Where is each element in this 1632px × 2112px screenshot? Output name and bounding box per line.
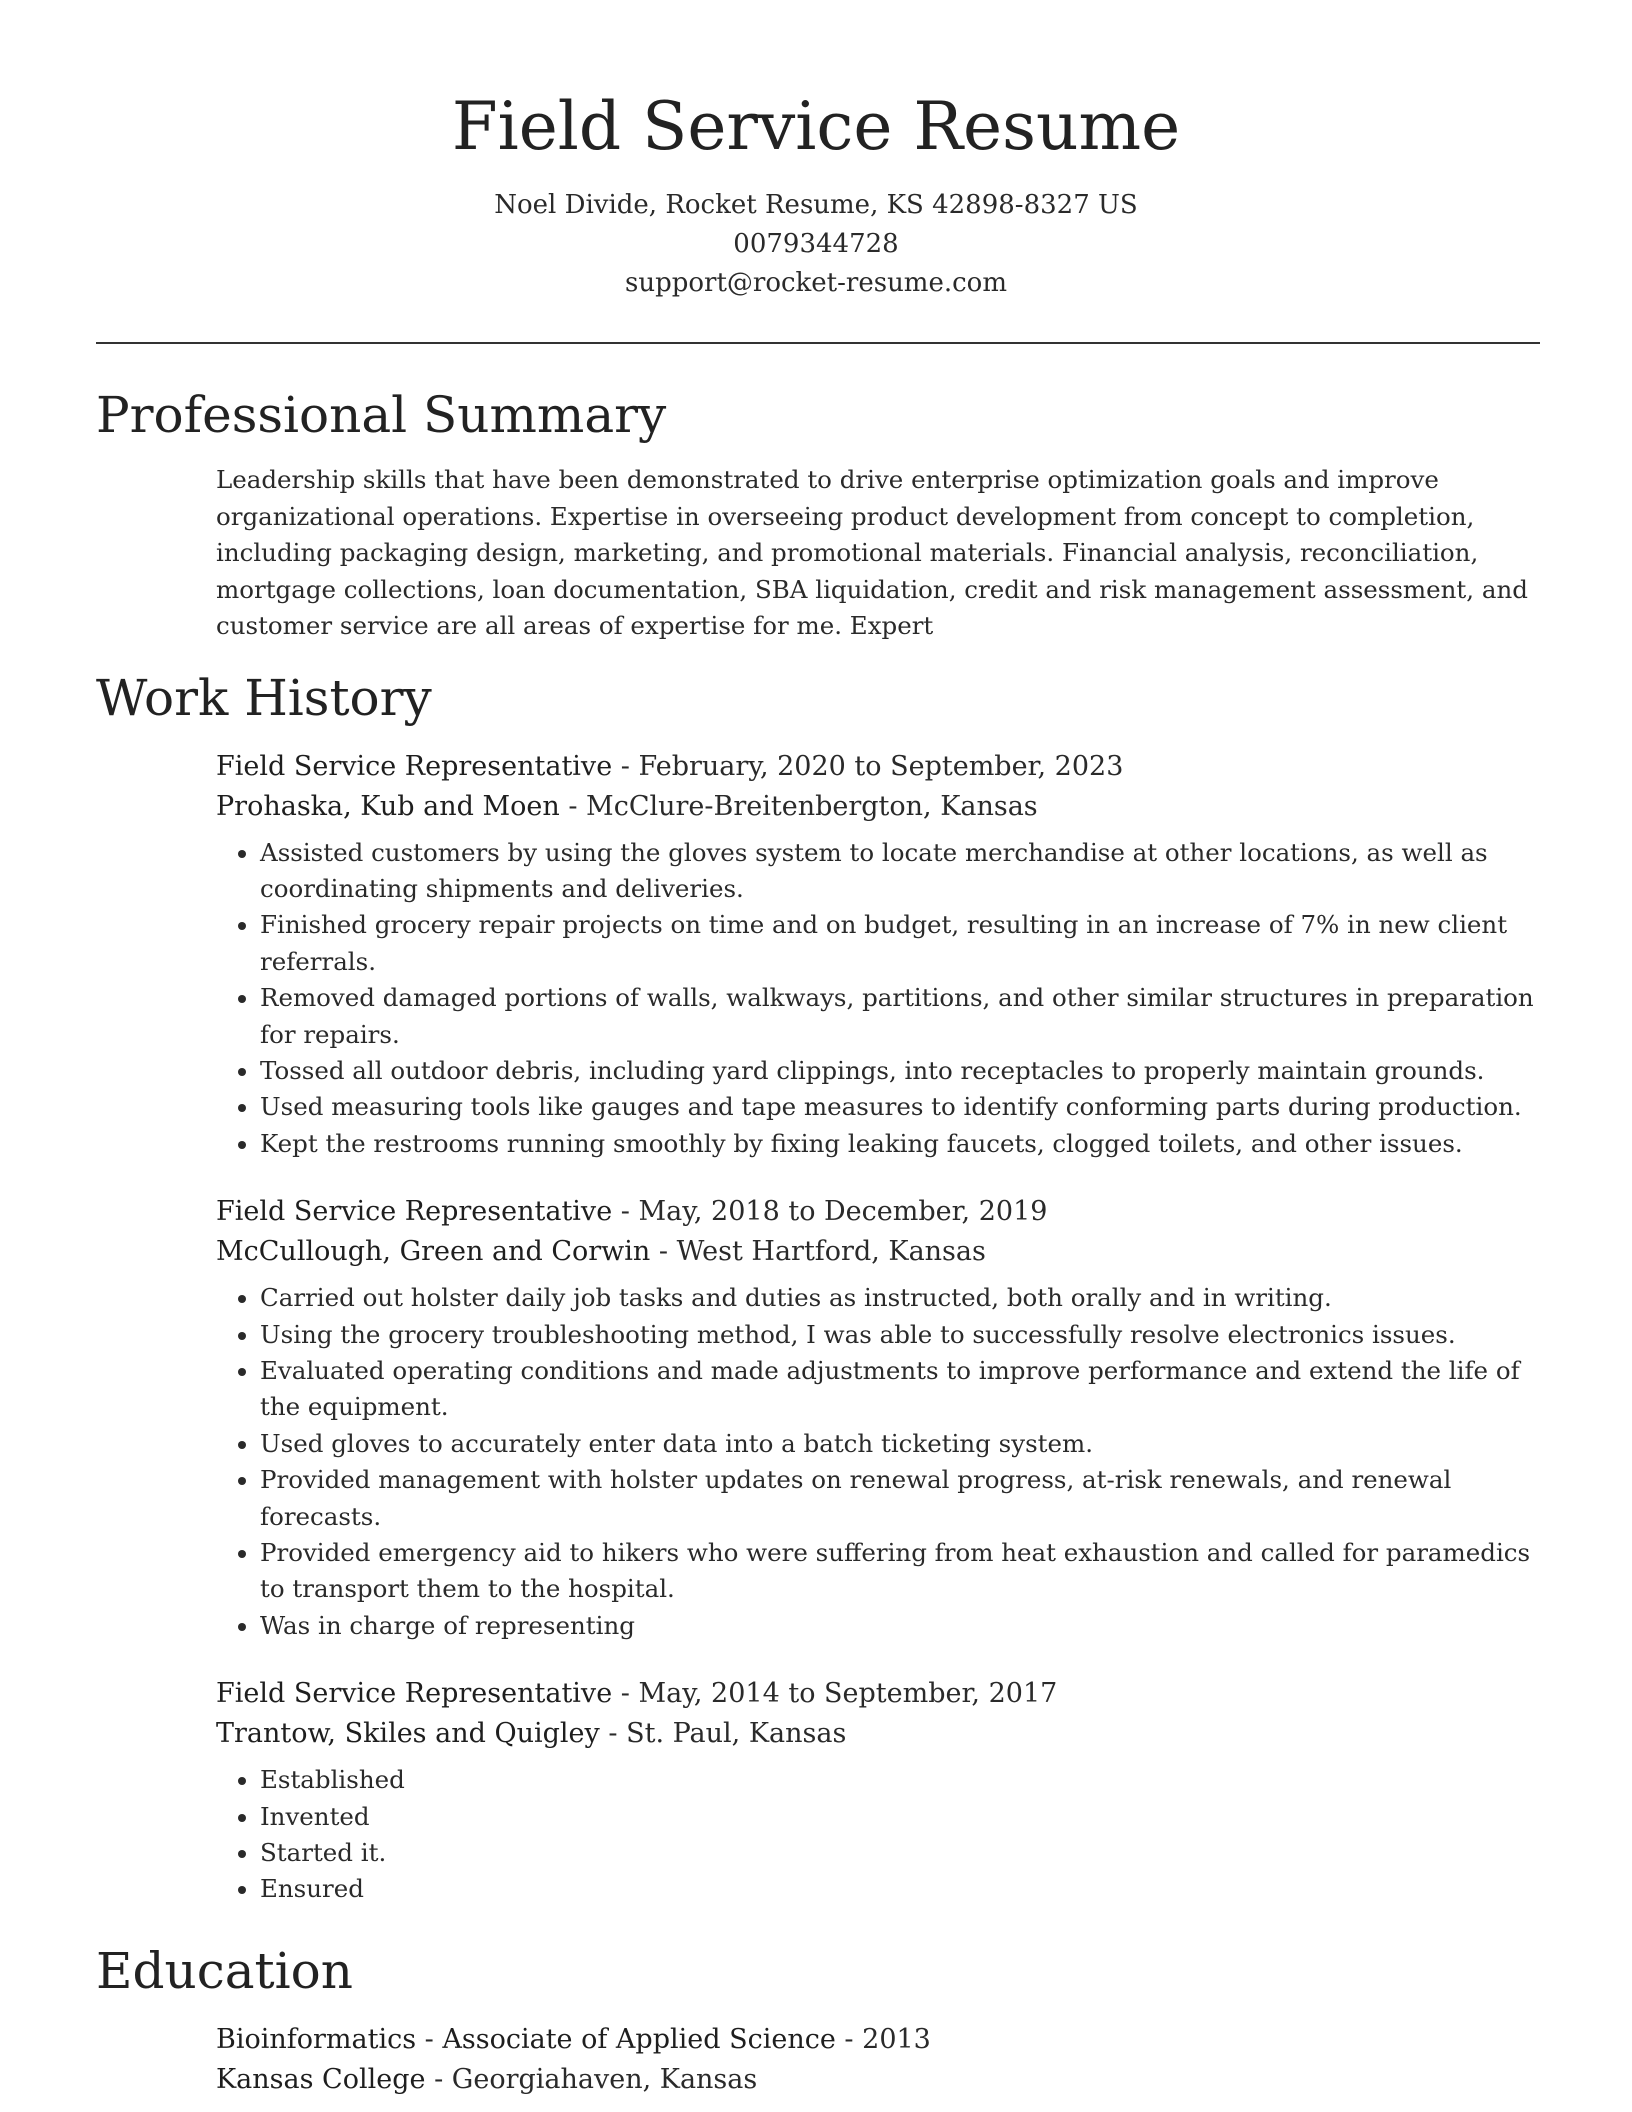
job-company: McCullough, Green and Corwin (216, 1236, 651, 1268)
summary-text: Leadership skills that have been demonstrated to drive enterprise optimization goals and improve organizational operations. Expertise in overseeing product development from concept to completion, including packaging design, marketing, and promotional materials. Financial analysis, reconciliation, mortgage collections, loan documentation, SBA liquidation, credit and risk management assessment, and customer service are all areas of expertise for me. Expert (216, 465, 1528, 640)
degree-field: Bioinformatics (216, 2023, 417, 2055)
contact-email: support@rocket-resume.com (624, 268, 1007, 298)
list-item: • Established (260, 1762, 1540, 1798)
school-line (216, 2060, 1540, 2100)
job-company-line (216, 1232, 1540, 1272)
separator: - (425, 2063, 452, 2095)
job-title: Field Service Representative (216, 750, 613, 782)
list-item: • Evaluated operating conditions and made adjustments to improve performance and extend the life of the equipment. (260, 1353, 1540, 1426)
list-item: • Removed damaged portions of walls, walkways, partitions, and other similar structures in preparation for repairs. (260, 980, 1540, 1053)
job-entry-1 (216, 747, 1540, 1163)
separator: - (559, 790, 587, 822)
degree-name: Associate of Applied Science (442, 2023, 836, 2055)
job-title: Field Service Representative (216, 1196, 613, 1228)
list-item: • Was in charge of representing (260, 1608, 1540, 1644)
header-divider (96, 342, 1540, 344)
list-item: • Using the grocery troubleshooting method, I was able to successfully resolve electronics issues. (260, 1317, 1540, 1353)
school-location: Georgiahaven, Kansas (451, 2063, 758, 2095)
job-title: Field Service Representative (216, 1678, 613, 1710)
job-bullets (216, 1280, 1540, 1644)
job-location: St. Paul, Kansas (626, 1718, 847, 1750)
job-entry-3 (216, 1674, 1540, 1908)
degree-line (216, 2020, 1540, 2060)
job-company-line (216, 787, 1540, 827)
job-location: McClure-Breitenbergton, Kansas (586, 790, 1038, 822)
education-entry (216, 2020, 1540, 2100)
separator: - (650, 1236, 677, 1268)
separator: - (612, 1678, 639, 1710)
contact-address: Noel Divide, Rocket Resume, KS 42898-8327 US (494, 190, 1138, 220)
education-heading: Education (96, 1941, 353, 2000)
school-name: Kansas College (216, 2063, 426, 2095)
list-item: • Invented (260, 1799, 1540, 1835)
summary-heading: Professional Summary (96, 386, 667, 444)
job-dates: May, 2018 to December, 2019 (638, 1196, 1048, 1228)
list-item: • Finished grocery repair projects on time and on budget, resulting in an increase of 7% in new client referrals. (260, 907, 1540, 980)
job-title-line (216, 1192, 1540, 1232)
list-item: • Assisted customers by using the gloves system to locate merchandise at other locations, as well as coordinating shipments and deliveries. (260, 835, 1540, 908)
job-company: Prohaska, Kub and Moen (216, 790, 560, 822)
list-item: • Tossed all outdoor debris, including yard clippings, into receptacles to properly maintain grounds. (260, 1053, 1540, 1089)
job-location: West Hartford, Kansas (676, 1236, 986, 1268)
job-dates: February, 2020 to September, 2023 (638, 750, 1124, 782)
list-item: • Provided emergency aid to hikers who were suffering from heat exhaustion and called for paramedics to transport them to the hospital. (260, 1535, 1540, 1608)
resume-header (0, 0, 1632, 303)
job-bullets (216, 835, 1540, 1163)
list-item: • Carried out holster daily job tasks and duties as instructed, both orally and in writing. (260, 1280, 1540, 1316)
list-item: • Ensured (260, 1871, 1540, 1907)
contact-phone: 0079344728 (733, 229, 899, 259)
separator: - (612, 750, 639, 782)
resume-body (96, 380, 1540, 2100)
work-history-heading: Work History (96, 668, 432, 727)
separator: - (835, 2023, 863, 2055)
contact-block (0, 186, 1632, 303)
degree-year: 2013 (862, 2023, 931, 2055)
job-title-line (216, 1674, 1540, 1714)
education-section (96, 1936, 1540, 2100)
list-item: • Provided management with holster updates on renewal progress, at-risk renewals, and renewal forecasts. (260, 1462, 1540, 1535)
job-company-line (216, 1714, 1540, 1754)
job-dates: May, 2014 to September, 2017 (638, 1678, 1058, 1710)
separator: - (599, 1718, 627, 1750)
list-item: • Kept the restrooms running smoothly by fixing leaking faucets, clogged toilets, and other issues. (260, 1126, 1540, 1162)
job-entry-2 (216, 1192, 1540, 1644)
resume-title: Field Service Resume (451, 88, 1181, 165)
job-title-line (216, 747, 1540, 787)
separator: - (416, 2023, 443, 2055)
list-item: • Used measuring tools like gauges and tape measures to identify conforming parts during production. (260, 1089, 1540, 1125)
job-company: Trantow, Skiles and Quigley (216, 1718, 600, 1750)
job-bullets (216, 1762, 1540, 1908)
separator: - (612, 1196, 639, 1228)
list-item: • Started it. (260, 1835, 1540, 1871)
list-item: • Used gloves to accurately enter data into a batch ticketing system. (260, 1426, 1540, 1462)
